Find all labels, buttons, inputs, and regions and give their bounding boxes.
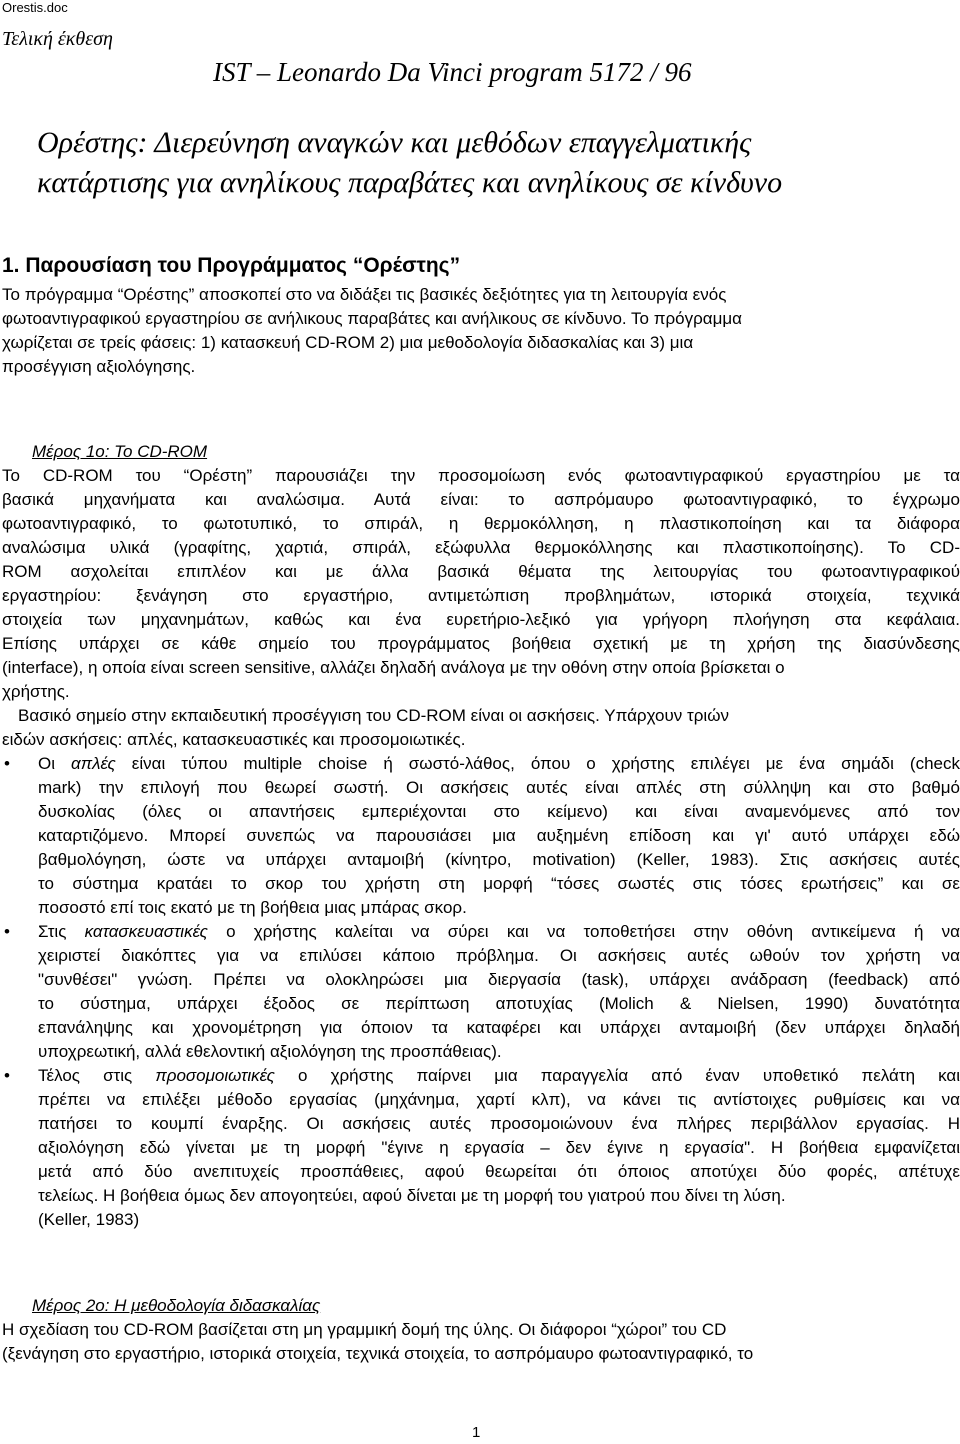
section-1-intro [2,283,960,379]
page-number: 1 [472,1424,481,1441]
bullet-line: Τέλος στις προσομοιωτικές ο χρήστης παίρνει μια παραγγελία από έναν υποθετικό πελάτη και [38,1066,960,1085]
report-label: Τελική έκθεση [2,28,113,50]
bullet-line: Οι απλές είναι τύπου multiple choise ή σωστό-λάθος, όπου ο χρήστης επιλέγει με ένα σημάδι (check [38,754,960,773]
bullet-line: το σύστημα, υπάρχει έξοδος σε περίπτωση αποτυχίας (Molich & Nielsen, 1990) δυνατότητα [38,994,960,1013]
title-line-1: Ορέστης: Διερεύνηση αναγκών και μεθόδων επαγγελματικής [37,126,752,159]
bullet-line: πρέπει να επιλέξει μέθοδο εργασίας (μηχάνημα, χαρτί κλπ), να κάνει τις αντίστοιχες ρυθμίσεις και να [38,1090,960,1109]
paragraph-line: εργαστηρίου: ξενάγηση στο εργαστήριο, αντιμετώπιση προβλημάτων, ιστορικά στοιχεία, τεχνικά [2,586,960,605]
document-title [37,123,937,203]
bullet-line: τελείως. Η βοήθεια όμως δεν απογοητεύει, αφού δίνεται με τη μορφή του γιατρού που δίνει τη λύση. [38,1186,786,1205]
bullet-line: μετά από δύο ανεπιτυχείς προσπάθειες, αφού θεωρείται ότι όποιος αποτύχει δύο φορές, απέτυχε [38,1162,960,1181]
part-2 [2,1294,960,1366]
part-1-heading: Μέρος 1ο: Το CD-ROM [32,442,208,461]
bullet-line: δυσκολίας (όλες οι απαντήσεις εμπεριέχονται στο κείμενο) και είναι αναμενόμενες από τον [38,802,960,821]
bullet-line: Στις κατασκευαστικές ο χρήστης καλείται να σύρει και να τοποθετήσει στην οθόνη αντικείμενα ή να [38,922,960,941]
program-title: IST – Leonardo Da Vinci program 5172 / 96 [213,57,692,87]
bullet-line: αξιολόγηση εδώ γίνεται με τη μορφή "έγινε η εργασία – δεν έγινε η εργασία". Η βοήθεια εμφανίζεται [38,1138,960,1157]
bullet-constructive [2,920,960,1064]
bullet-line: "συνθέσει" γνώση. Πρέπει να ολοκληρώσει μια διεργασία (task), υπάρχει ανάδραση (feedback) από [38,970,960,989]
part-2-heading: Μέρος 2ο: Η μεθοδολογία διδασκαλίας [32,1296,321,1315]
exercises-intro-line: Βασικό σημείο στην εκπαιδευτική προσέγγιση του CD-ROM είναι οι ασκήσεις. Υπάρχουν τριών [18,706,729,725]
paragraph-line: Το CD-ROM του “Ορέστη” παρουσιάζει την προσομοίωση ενός φωτοαντιγραφικού εργαστηρίου με τα [2,466,960,485]
term-constructive: κατασκευαστικές [84,922,208,941]
paragraph-line: στοιχεία των μηχανημάτων, καθώς και ένα ευρετήριο-λεξικό για γρήγορη πλοήγηση στα κεφάλαια. [2,610,960,629]
bullet-line: καταρτιζόμενο. Μπορεί συνεπώς να παρουσιάσει μια αυξημένη επίδοση και γι' αυτό υπάρχει εδώ [38,826,960,845]
bullet-icon: • [4,754,10,773]
intro-line: Το πρόγραμμα “Ορέστης” αποσκοπεί στο να διδάξει τις βασικές δεξιότητες για τη λειτουργία ενός [2,285,727,304]
part-1 [2,440,960,1232]
term-simple: απλές [71,754,116,773]
term-simulation: προσομοιωτικές [155,1066,275,1085]
paragraph-line: Επίσης υπάρχει σε κάθε σημείο του προγράμματος βοήθεια σχετική με τη χρήση της διασύνδεσης [2,634,960,653]
bullet-simple [2,752,960,920]
bullet-icon: • [4,1066,10,1085]
bullet-simulation [2,1064,960,1232]
paragraph-line: (ξενάγηση στο εργαστήριο, ιστορικά στοιχεία, τεχνικά στοιχεία, το ασπρόμαυρο φωτοαντιγραφικό, το [2,1344,754,1363]
bullet-line: (Keller, 1983) [38,1210,140,1229]
paragraph-line: χρήστης. [2,682,70,701]
title-line-2: κατάρτισης για ανηλίκους παραβάτες και ανηλίκους σε κίνδυνο [37,166,783,199]
bullet-line: mark) την επιλογή που θεωρεί σωστή. Οι ασκήσεις αυτές είναι απλές στη σύλληψη και στο βαθμό [38,778,960,797]
bullet-line: πατήσει το κουμπί έναρξης. Οι ασκήσεις αυτές προσομοιώνουν ένα πλήρες περιβάλλον εργασίας. Η [38,1114,960,1133]
bullet-line: το σύστημα κρατάει το σκορ του χρήστη στη μορφή “τόσες σωστές στις τόσες ερωτήσεις” και σε [38,874,960,893]
bullet-icon: • [4,922,10,941]
section-1-heading: 1. Παρουσίαση του Προγράμματος “Ορέστης” [2,254,461,277]
bullet-line: χειριστεί διακόπτες για να επιλύσει κάποιο πρόβλημα. Οι ασκήσεις αυτές ωθούν τον χρήστη να [38,946,960,965]
paragraph-line: ROM ασχολείται επιπλέον και με άλλα βασικά θέματα της λειτουργίας του φωτοαντιγραφικού [2,562,960,581]
intro-line: φωτοαντιγραφικού εργαστηρίου σε ανήλικους παραβάτες και ανήλικους σε κίνδυνο. Το πρόγραμμα [2,309,743,328]
bullet-line: υποχρεωτική, αλλά εθελοντική αξιολόγηση της προσπάθειας). [38,1042,502,1061]
bullet-line: βαθμολόγηση, ώστε να υπάρχει ανταμοιβή (κίνητρο, motivation) (Keller, 1983). Στις ασκήσεις αυτές [38,850,960,869]
paragraph-line: (interface), η οποία είναι screen sensitive, αλλάζει δηλαδή ανάλογα με την οθόνη στην οποία βρίσκεται ο [2,658,785,677]
document-filename: Orestis.doc [2,0,68,15]
bullet-line: επανάληψης και χρονομέτρηση για όποιον τα καταφέρει και υπάρχει ανταμοιβή (δεν υπάρχει δηλαδή [38,1018,960,1037]
exercises-intro-line: ειδών ασκήσεις: απλές, κατασκευαστικές και προσομοιωτικές. [2,730,466,749]
intro-line: χωρίζεται σε τρείς φάσεις: 1) κατασκευή CD-ROM 2) μια μεθοδολογία διδασκαλίας και 3) μια [2,333,694,352]
paragraph-line: φωτοαντιγραφικό, το φωτοτυπικό, το σπιράλ, η θερμοκόλληση, η πλαστικοποίηση και τα διάφορα [2,514,960,533]
paragraph-line: Η σχεδίαση του CD-ROM βασίζεται στη μη γραμμική δομή της ύλης. Οι διάφοροι “χώροι” του CD [2,1320,727,1339]
bullet-line: ποσοστό επί τοις εκατό με τη βοήθεια μιας μπάρας σκορ. [38,898,467,917]
paragraph-line: αναλώσιμα υλικά (γραφίτης, χαρτιά, σπιράλ, εξώφυλλα θερμοκόλλησης και πλαστικοποίησης). Το CD- [2,538,960,557]
intro-line: προσέγγιση αξιολόγησης. [2,357,196,376]
paragraph-line: βασικά μηχανήματα και αναλώσιμα. Αυτά είναι: το ασπρόμαυρο φωτοαντιγραφικό, το έγχρωμο [2,490,960,509]
